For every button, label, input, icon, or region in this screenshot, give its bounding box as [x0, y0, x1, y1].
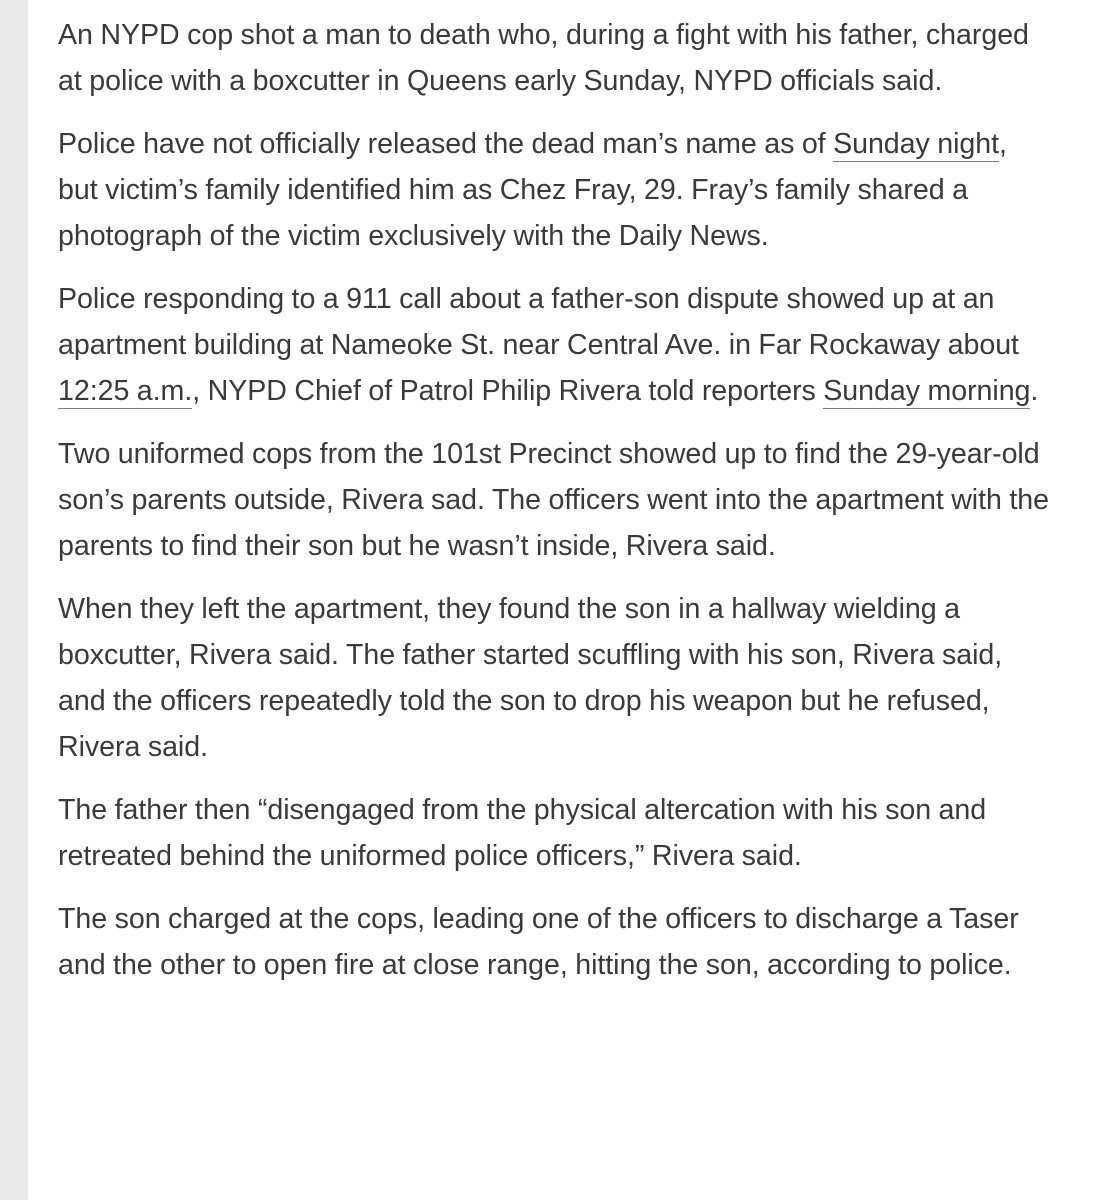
article-paragraph-1: [58, 12, 1053, 104]
paragraph-text: Two uniformed cops from the 101st Precinct showed up to find the 29-year-old son’s parents outside, Rivera sad. The officers went into the apartment with the parents to find their son but he wasn’t inside, Rivera said.: [58, 438, 1049, 562]
article-paragraph-7: [58, 896, 1053, 988]
article-paragraph-2: [58, 121, 1053, 259]
article-paragraph-3: [58, 276, 1053, 414]
paragraph-text: , NYPD Chief of Patrol Philip Rivera told reporters: [192, 375, 824, 407]
article-paragraph-4: [58, 431, 1053, 569]
paragraph-text: , but victim’s family identified him as Chez Fray, 29. Fray’s family shared a photograph of the victim exclusively with the Daily News.: [58, 128, 1007, 252]
article-body: [58, 12, 1110, 988]
paragraph-text: An NYPD cop shot a man to death who, during a fight with his father, charged at police with a boxcutter in Queens early Sunday, NYPD officials said.: [58, 19, 1029, 97]
paragraph-text: Police have not officially released the dead man’s name as of: [58, 128, 834, 160]
article-page: [28, 0, 1110, 1200]
article-paragraph-6: [58, 787, 1053, 879]
date-link-sunday-night[interactable]: Sunday night: [833, 128, 1000, 160]
paragraph-text: When they left the apartment, they found the son in a hallway wielding a boxcutter, Rivera said. The father started scuffling with his son, Rivera said, and the officers repeatedly told the son to drop his weapon but he refused, Rivera said.: [58, 593, 1003, 763]
time-link[interactable]: 12:25 a.m.: [58, 375, 193, 407]
paragraph-text: The father then “disengaged from the physical altercation with his son and retreated behind the uniformed police officers,” Rivera said.: [58, 794, 987, 872]
paragraph-text: Police responding to a 911 call about a father-son dispute showed up at an apartment building at Nameoke St. near Central Ave. in Far Rockaway about: [58, 283, 1019, 361]
article-paragraph-5: [58, 586, 1053, 770]
date-link-sunday-morning[interactable]: Sunday morning: [823, 375, 1031, 407]
paragraph-text: .: [1030, 375, 1039, 407]
paragraph-text: The son charged at the cops, leading one of the officers to discharge a Taser and the other to open fire at close range, hitting the son, according to police.: [58, 903, 1019, 981]
